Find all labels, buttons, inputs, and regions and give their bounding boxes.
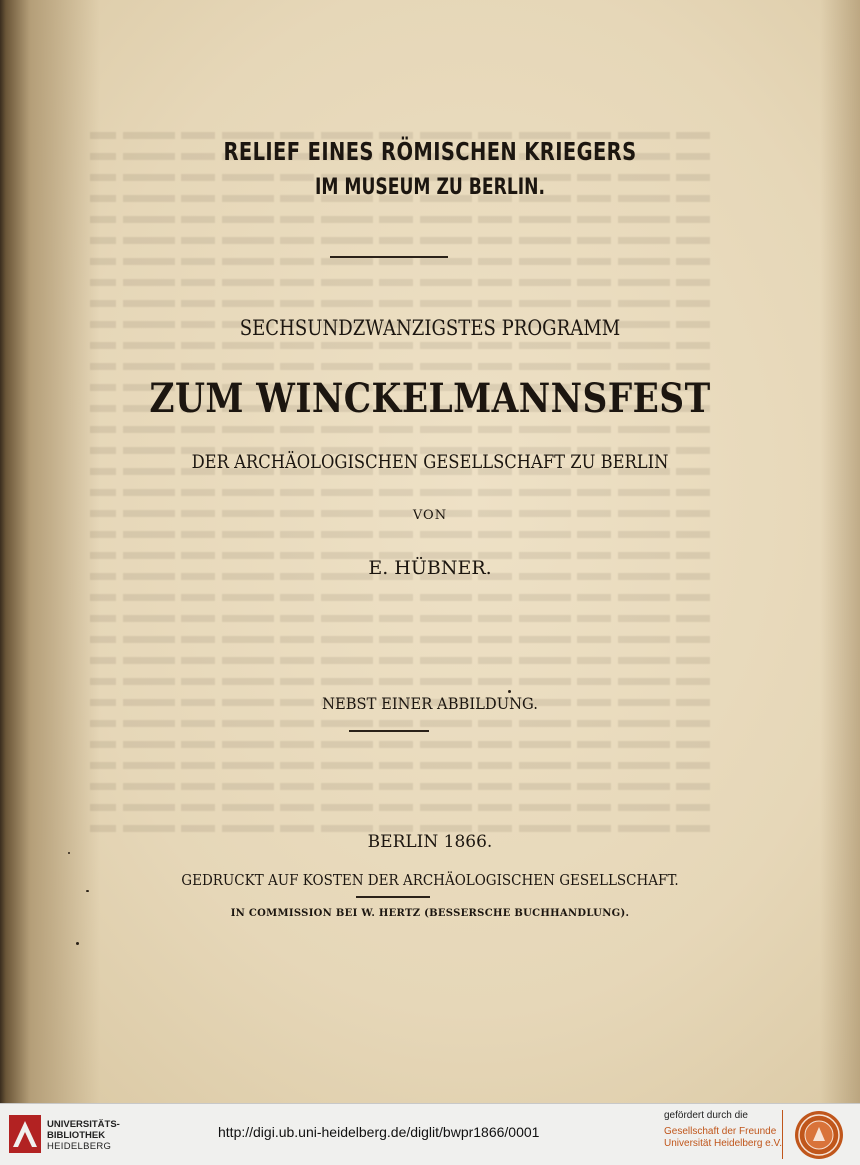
imprint-printed: GEDRUCKT AUF KOSTEN DER ARCHÄOLOGISCHEN GESELLSCHAFT. [181, 871, 679, 889]
library-name-line: UNIVERSITÄTS- [47, 1119, 120, 1130]
sponsor-name-line: Universität Heidelberg e.V. [664, 1138, 783, 1149]
library-name-line: BIBLIOTHEK [47, 1130, 106, 1141]
illustration-note: NEBST EINER ABBILDUNG. [322, 694, 538, 713]
paper-speck [86, 890, 89, 892]
fest-heading: ZUM WINCKELMANNSFEST [149, 375, 711, 422]
programm-heading: SECHSUNDZWANZIGSTES PROGRAMM [239, 316, 621, 340]
viewer-footer [0, 1103, 860, 1165]
von-label: VON [412, 508, 448, 523]
sponsor-label: gefördert durch die [664, 1110, 748, 1121]
university-seal-icon[interactable] [794, 1110, 844, 1160]
paper-speck [508, 690, 511, 693]
title-line-2: IM MUSEUM ZU BERLIN. [314, 175, 546, 200]
sponsor-divider [782, 1110, 783, 1159]
society-heading: DER ARCHÄOLOGISCHEN GESELLSCHAFT ZU BERLIN [191, 451, 669, 473]
library-name-line: HEIDELBERG [47, 1141, 112, 1152]
bleed-through-text [90, 125, 710, 855]
paper-speck [76, 942, 79, 945]
divider-rule [330, 256, 448, 258]
permalink-url[interactable]: http://digi.ub.uni-heidelberg.de/diglit/bwpr1866/0001 [218, 1124, 540, 1140]
title-line-1: RELIEF EINES RÖMISCHEN KRIEGERS [223, 137, 637, 166]
imprint-commission: IN COMMISSION BEI W. HERTZ (BESSERSCHE BUCHHANDLUNG). [230, 908, 630, 919]
divider-rule [349, 730, 429, 732]
imprint-place-year: BERLIN 1866. [367, 832, 493, 852]
paper-speck [68, 852, 70, 854]
sponsor-name-line: Gesellschaft der Freunde [664, 1126, 777, 1137]
library-logo-text[interactable] [47, 1119, 120, 1152]
author-name: E. HÜBNER. [368, 557, 492, 579]
library-logo-icon[interactable] [9, 1115, 41, 1153]
divider-rule [356, 896, 430, 898]
sponsor-block[interactable] [664, 1110, 782, 1150]
